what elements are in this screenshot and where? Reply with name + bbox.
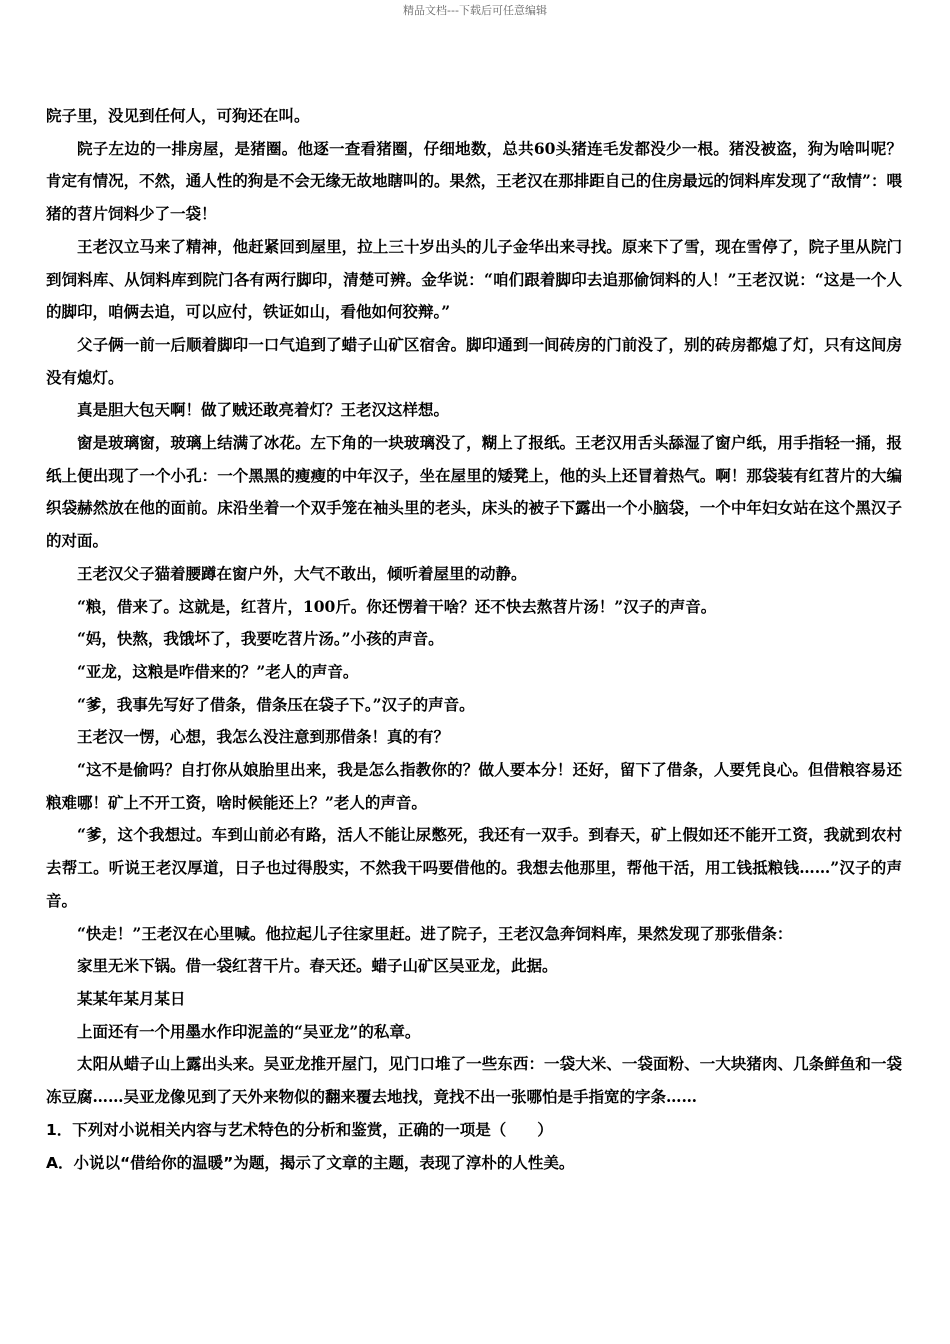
paragraph: 王老汉一愣，心想，我怎么没注意到那借条！真的有？ [77, 727, 450, 747]
paragraph: 父子俩一前一后顺着脚印一口气追到了蜡子山矿区宿舍。脚印通到一间砖房的门前没了，别的砖房都熄了灯，只有这间房没有熄灯。 [46, 334, 902, 387]
answer-option-a: A．小说以“借给你的温暖”为题，揭示了文章的主题，表现了淳朴的人性美。 [46, 1153, 575, 1172]
paragraph: 上面还有一个用墨水作印泥盖的“吴亚龙”的私章。 [77, 1021, 421, 1041]
paragraph: “妈，快熬，我饿坏了，我要吃苕片汤。”小孩的声音。 [77, 629, 444, 649]
paragraph: 院子左边的一排房屋，是猪圈。他逐一查看猪圈，仔细地数，总共60头猪连毛发都没少一根。猪没被盗，狗为啥叫呢？肯定有情况，不然，通人性的狗是不会无缘无故地瞎叫的。果然，王老汉在那排距自己的住房最远的饲料库发现了“敌情”：喂猪的苕片饲料少了一袋！ [46, 138, 902, 224]
paragraph: “亚龙，这粮是咋借来的？”老人的声音。 [77, 661, 359, 681]
paragraph: 家里无米下锅。借一袋红苕干片。春天还。蜡子山矿区吴亚龙，此据。 [77, 956, 558, 976]
paragraph: “爹，我事先写好了借条，借条压在袋子下。”汉子的声音。 [77, 694, 475, 714]
paragraph: “爹，这个我想过。车到山前必有路，活人不能让尿憋死，我还有一双手。到春天，矿上假如还不能开工资，我就到农村去帮工。听说王老汉厚道，日子也过得殷实，不然我干吗要借他的。我想去他那里，帮他干活，用工钱抵粮钱……”汉子的声音。 [46, 825, 902, 910]
question-stem: 1．下列对小说相关内容与艺术特色的分析和鉴赏，正确的一项是（ ） [46, 1120, 553, 1139]
paragraph: 窗是玻璃窗，玻璃上结满了冰花。左下角的一块玻璃没了，糊上了报纸。王老汉用舌头舔湿了窗户纸，用手指轻一捅，报纸上便出现了一个小孔：一个黑黑的瘦瘦的中年汉子，坐在屋里的矮凳上，他的头上还冒着热气。啊！那袋装有红苕片的大编织袋赫然放在他的面前。床沿坐着一个双手笼在袖头里的老头，床头的被子下露出一个小脑袋，一个中年妇女站在这个黑汉子的对面。 [46, 433, 902, 551]
paragraph: 院子里，没见到任何人，可狗还在叫。 [46, 106, 310, 125]
paragraph: “这不是偷吗？自打你从娘胎里出来，我是怎么指教你的？做人要本分！还好，留下了借条，人要凭良心。但借粮容易还粮难哪！矿上不开工资，啥时候能还上？”老人的声音。 [46, 760, 902, 812]
paragraph: 太阳从蜡子山上露出头来。吴亚龙推开屋门，见门口堆了一些东西：一袋大米、一袋面粉、一大块猪肉、几条鲜鱼和一袋冻豆腐……吴亚龙像见到了天外来物似的翻来覆去地找，竟找不出一张哪怕是手指宽的字条…… [46, 1054, 902, 1107]
paragraph: “粮，借来了。这就是，红苕片，100斤。你还愣着干啥？还不快去熬苕片汤！”汉子的声音。 [77, 596, 717, 616]
paragraph: “快走！”王老汉在心里喊。他拉起儿子往家里赶。进了院子，王老汉急奔饲料库，果然发现了那张借条： [77, 923, 793, 943]
paragraph: 真是胆大包天啊！做了贼还敢亮着灯？王老汉这样想。 [77, 400, 450, 420]
paragraph: 王老汉父子猫着腰蹲在窗户外，大气不敢出，倾听着屋里的动静。 [77, 563, 527, 583]
paragraph: 王老汉立马来了精神，他赶紧回到屋里，拉上三十岁出头的儿子金华出来寻找。原来下了雪，现在雪停了，院子里从院门到饲料库、从饲料库到院门各有两行脚印，清楚可辨。金华说：“咱们跟着脚印去追那偷饲料的人！”王老汉说：“这是一个人的脚印，咱俩去追，可以应付，铁证如山，看他如何狡辩。” [46, 236, 902, 322]
document-body [46, 100, 902, 1179]
paragraph: 某某年某月某日 [77, 988, 186, 1008]
page-header: 精品文档---下载后可任意编辑 [403, 4, 547, 17]
